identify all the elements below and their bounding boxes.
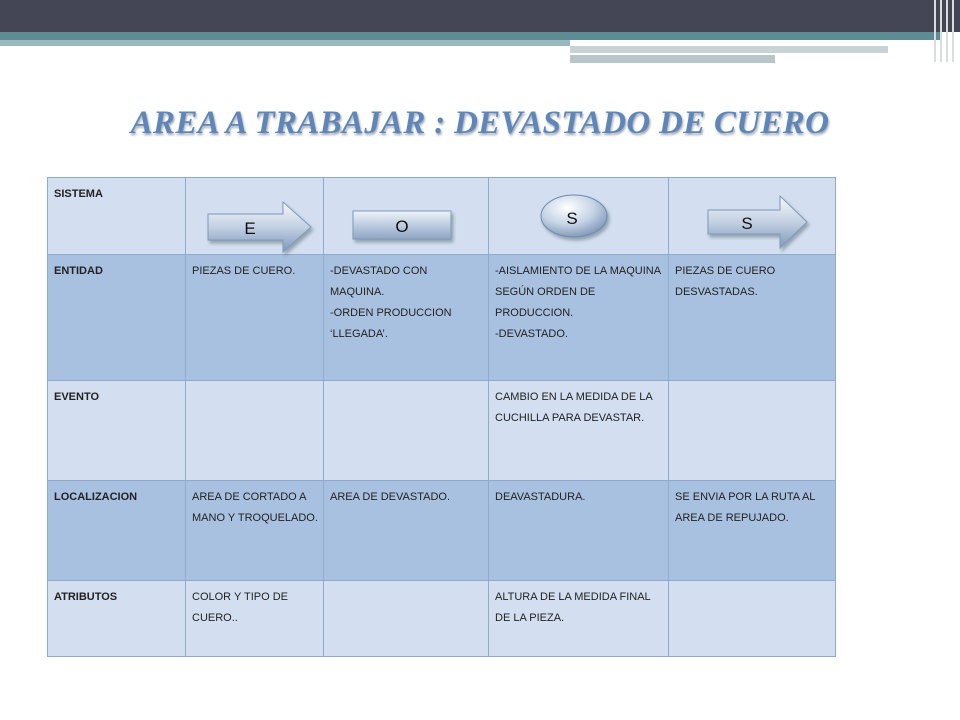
cell-text: -DEVASTADO CON MAQUINA. -ORDEN PRODUCCION ‘LLEGADA’. bbox=[330, 265, 452, 340]
cell-text: -AISLAMIENTO DE LA MAQUINA SEGÚN ORDEN DE PRODUCCION. -DEVASTADO. bbox=[495, 265, 661, 340]
cell-text: AREA DE DEVASTADO. bbox=[330, 491, 451, 503]
entry-arrow-shape bbox=[208, 202, 311, 252]
cell-text: PIEZAS DE CUERO DESVASTADAS. bbox=[675, 265, 776, 298]
row-header: SISTEMA bbox=[48, 178, 186, 255]
cell-text: CAMBIO EN LA MEDIDA DE LA CUCHILLA PARA DEVASTAR. bbox=[495, 391, 653, 424]
cell-text: DEAVASTADURA. bbox=[495, 491, 586, 503]
row-header: LOCALIZACION bbox=[48, 481, 186, 581]
cell-text: ALTURA DE LA MEDIDA FINAL DE LA PIEZA. bbox=[495, 591, 651, 624]
entry-arrow-label: E bbox=[244, 219, 256, 238]
cell-text: SE ENVIA POR LA RUTA AL AREA DE REPUJADO. bbox=[675, 491, 816, 524]
exit-arrow-label: S bbox=[741, 214, 753, 233]
operation-box-label: O bbox=[395, 217, 409, 236]
state-circle-shape bbox=[541, 195, 607, 237]
row-header: ATRIBUTOS bbox=[48, 581, 186, 657]
state-circle-label: S bbox=[566, 209, 578, 228]
exit-arrow-shape bbox=[708, 196, 807, 248]
row-header: ENTIDAD bbox=[48, 255, 186, 381]
cell-text: AREA DE CORTADO A MANO Y TROQUELADO. bbox=[192, 491, 318, 524]
operation-box-shape bbox=[353, 211, 451, 239]
slide-title: AREA A TRABAJAR : DEVASTADO DE CUERO bbox=[130, 105, 830, 141]
cell-text: COLOR Y TIPO DE CUERO.. bbox=[192, 591, 288, 624]
row-header: EVENTO bbox=[48, 381, 186, 481]
cell-text: PIEZAS DE CUERO. bbox=[192, 265, 296, 277]
